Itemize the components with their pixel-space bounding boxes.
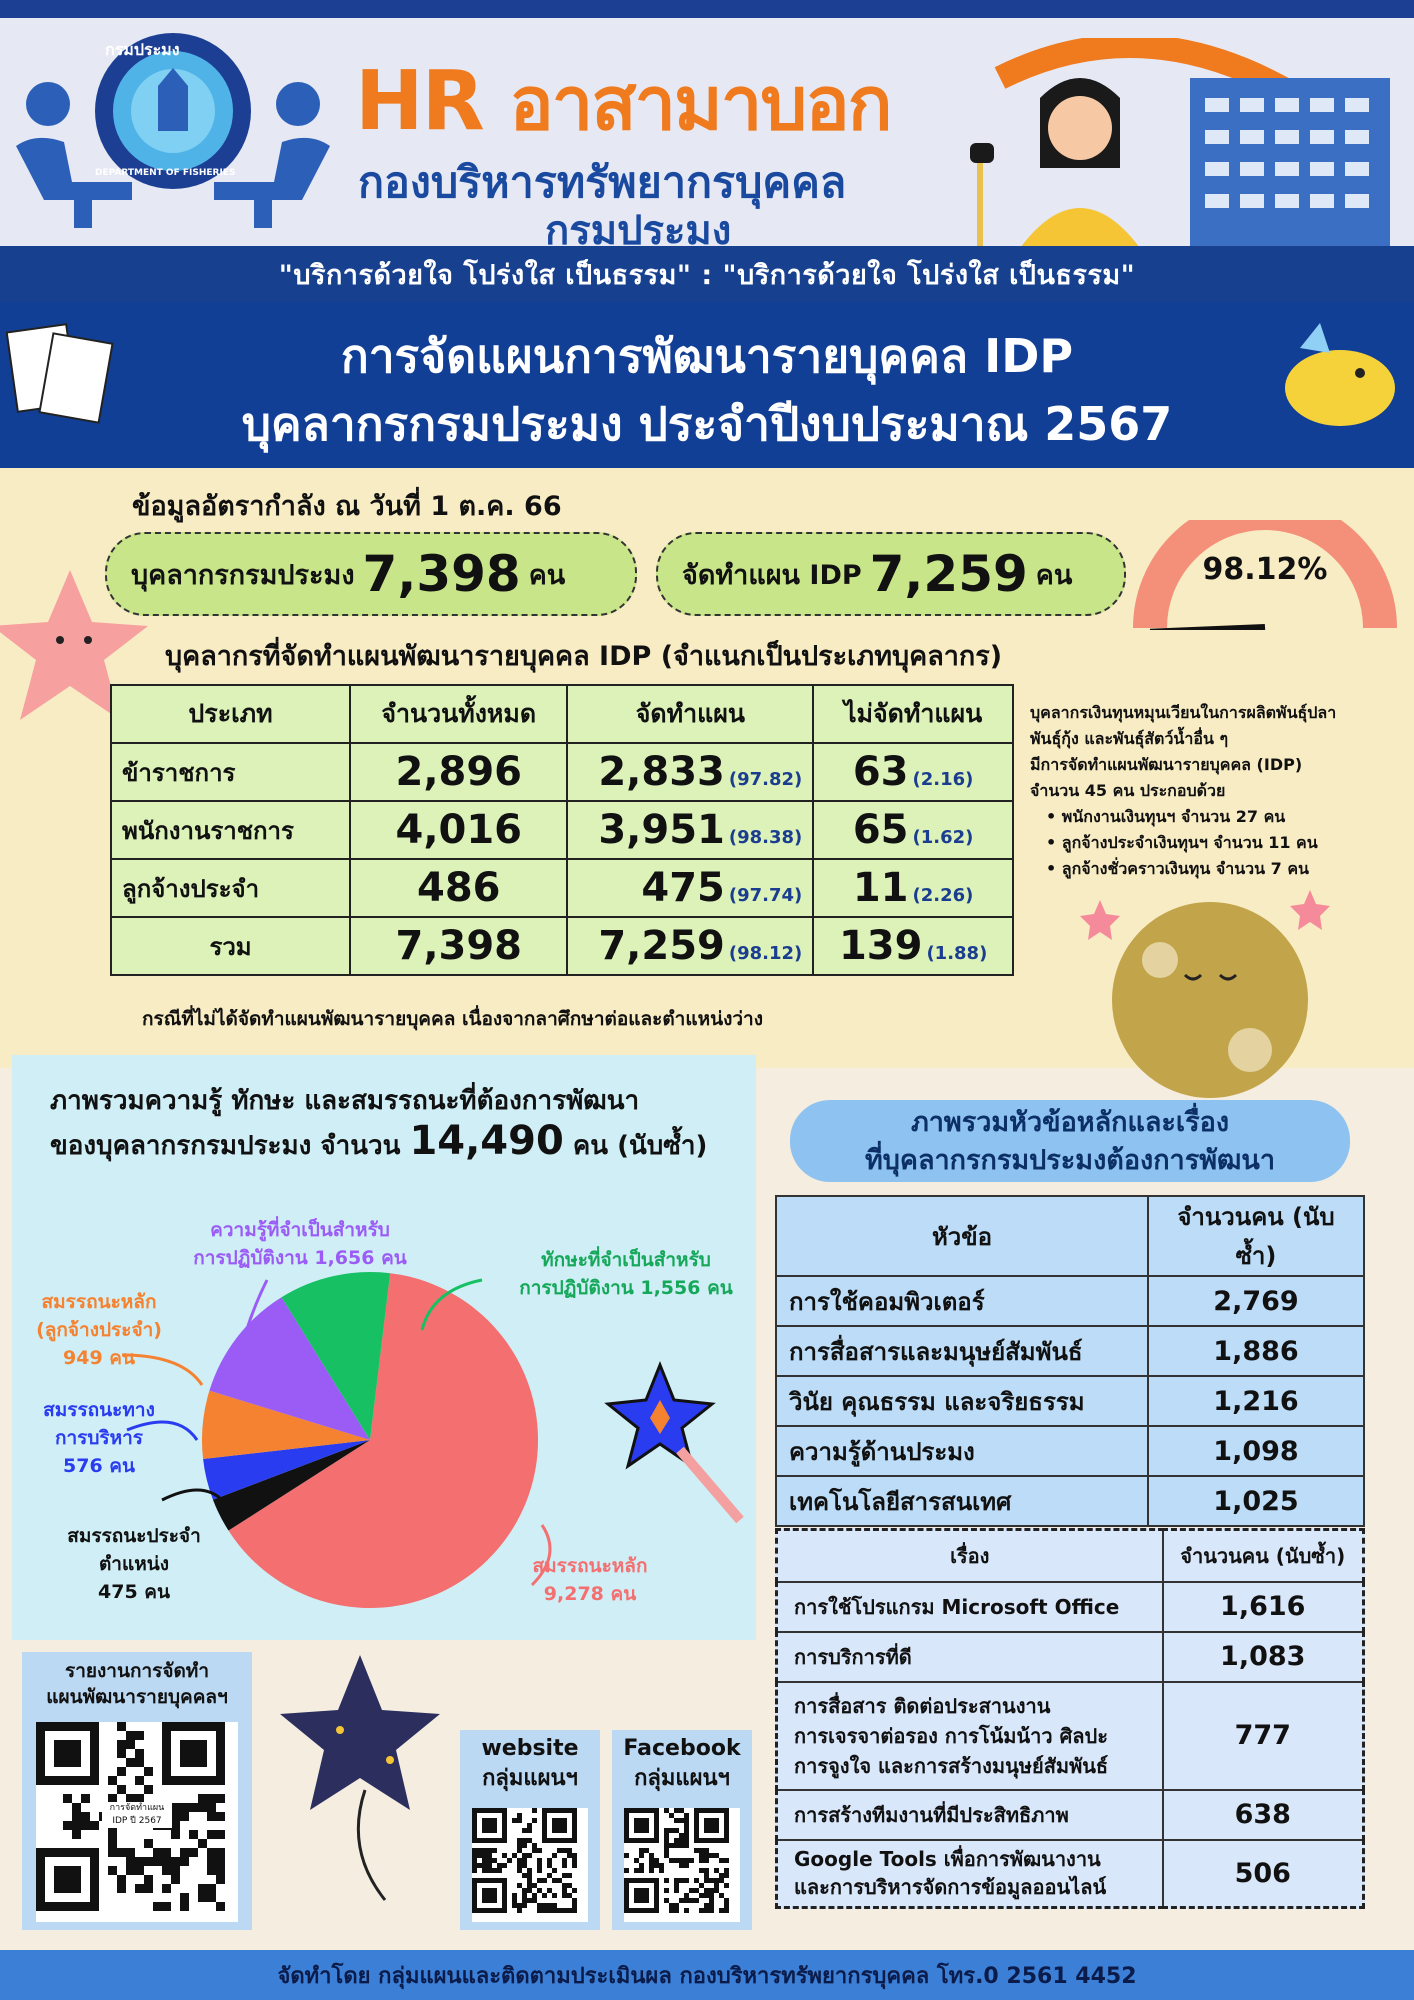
presenter-illustration xyxy=(940,38,1414,246)
pie-total-value: 14,490 xyxy=(409,1118,564,1164)
row-not: 139 xyxy=(838,923,923,969)
row-type: ข้าราชการ xyxy=(111,743,350,801)
pie-title-line1: ภาพรวมความรู้ ทักษะ และสมรรถนะที่ต้องการพัฒนา xyxy=(50,1086,640,1116)
pie-title-line2: ของบุคลากรกรมประมง จำนวน 14,490 คน (นับซ้ำ) xyxy=(50,1118,708,1164)
table-row xyxy=(776,1376,1364,1426)
website-qr-box xyxy=(460,1730,600,1930)
col-not-done: ไม่จัดทำแผน xyxy=(813,685,1013,743)
slogan-bar: "บริการด้วยใจ โปร่งใส เป็นธรรม" : "บริการด้วยใจ โปร่งใส เป็นธรรม" xyxy=(0,246,1414,302)
subject-name: การสร้างทีมงานที่มีประสิทธิภาพ xyxy=(777,1790,1163,1840)
row-done: 475 xyxy=(641,865,725,911)
topic-count: 1,098 xyxy=(1148,1426,1364,1476)
subject-count: 1,083 xyxy=(1163,1632,1364,1682)
revolving-fund-note xyxy=(1030,700,1410,882)
subject-count: 1,616 xyxy=(1163,1582,1364,1632)
subject-count: 777 xyxy=(1163,1682,1364,1790)
col-topic-count: จำนวนคน (นับซ้ำ) xyxy=(1148,1196,1364,1276)
idp-unit: คน xyxy=(1035,559,1073,591)
idp-label: จัดทำแผน IDP xyxy=(682,559,862,591)
data-date-label: ข้อมูลอัตรากำลัง ณ วันที่ 1 ต.ค. 66 xyxy=(132,491,562,522)
staff-label: บุคลากรกรมประมง xyxy=(131,559,355,591)
row-done: 3,951 xyxy=(598,807,725,853)
col-total: จำนวนทั้งหมด xyxy=(350,685,567,743)
facebook-qr-box xyxy=(612,1730,752,1930)
topics-header: ภาพรวมหัวข้อหลักและเรื่อง ที่บุคลากรกรมประมงต้องการพัฒนา xyxy=(790,1100,1350,1182)
note-line: พันธุ์กุ้ง และพันธุ์สัตว์น้ำอื่น ๆ xyxy=(1030,729,1229,748)
row-done: 2,833 xyxy=(598,749,725,795)
list-item: • ลูกจ้างประจำเงินทุนฯ จำนวน 11 คน xyxy=(1046,833,1318,852)
table-row xyxy=(776,1326,1364,1376)
qr-pattern-icon xyxy=(472,1808,588,1922)
col-type: ประเภท xyxy=(111,685,350,743)
row-total: 2,896 xyxy=(395,749,523,795)
report-qr-box xyxy=(22,1652,252,1930)
table-row xyxy=(776,1476,1364,1526)
row-not-pct: (1.62) xyxy=(912,827,974,848)
col-subject-count: จำนวนคน (นับซ้ำ) xyxy=(1163,1530,1364,1582)
table-row xyxy=(777,1632,1364,1682)
label-management: สมรรถนะทาง การบริหาร 576 คน xyxy=(43,1399,155,1477)
subject-name: การบริการที่ดี xyxy=(777,1632,1163,1682)
col-subject: เรื่อง xyxy=(777,1530,1163,1582)
topics-table xyxy=(775,1195,1365,1527)
top-bar xyxy=(0,0,1414,18)
hr-mark: HR อาสามาบอก xyxy=(355,54,891,149)
facebook-label-2: กลุ่มแผนฯ xyxy=(634,1766,730,1791)
star-balloon-icon xyxy=(270,1650,460,1910)
table-row xyxy=(777,1790,1364,1840)
table-row xyxy=(777,1682,1364,1790)
page-title-line2: บุคลากรกรมประมง ประจำปีงบประมาณ 2567 xyxy=(241,397,1173,451)
row-not-pct: (2.26) xyxy=(912,885,974,906)
website-label-2: กลุ่มแผนฯ xyxy=(482,1766,578,1791)
facebook-label-1: Facebook xyxy=(623,1736,741,1761)
qr-pattern-icon xyxy=(624,1808,740,1922)
gauge-needle xyxy=(1150,622,1266,630)
table-row xyxy=(776,1426,1364,1476)
department-name: กรมประมง xyxy=(545,208,732,246)
table-row xyxy=(777,1840,1364,1908)
row-total: 486 xyxy=(417,865,501,911)
row-type: พนักงานราชการ xyxy=(111,801,350,859)
website-qr-code[interactable] xyxy=(472,1808,588,1922)
idp-value: 7,259 xyxy=(869,545,1028,603)
col-topic: หัวข้อ xyxy=(776,1196,1148,1276)
row-type: รวม xyxy=(111,917,350,975)
subject-name: การใช้โปรแกรม Microsoft Office xyxy=(777,1582,1163,1632)
topic-count: 1,216 xyxy=(1148,1376,1364,1426)
staff-value: 7,398 xyxy=(362,545,521,603)
subject-count: 638 xyxy=(1163,1790,1364,1840)
gauge-percent: 98.12% xyxy=(1202,552,1328,587)
subjects-table xyxy=(775,1528,1365,1909)
qr-inner-label-2: IDP ปี 2567 xyxy=(112,1816,162,1826)
type-table-footnote: กรณีที่ไม่ได้จัดทำแผนพัฒนารายบุคคล เนื่องจากลาศึกษาต่อและตำแหน่งว่าง xyxy=(142,1008,764,1030)
facebook-qr-code[interactable] xyxy=(624,1808,740,1922)
row-not: 63 xyxy=(852,749,909,795)
division-name: กองบริหารทรัพยากรบุคคล xyxy=(358,158,847,208)
staff-unit: คน xyxy=(528,559,566,591)
row-done-pct: (97.82) xyxy=(728,769,803,790)
note-line: มีการจัดทำแผนพัฒนารายบุคคล (IDP) xyxy=(1030,755,1303,774)
header-banner xyxy=(0,18,1414,246)
report-qr-code[interactable] xyxy=(36,1722,238,1922)
label-position: สมรรถนะประจำ ตำแหน่ง 475 คน xyxy=(67,1525,201,1603)
subject-name: การสื่อสาร ติดต่อประสานงาน การเจรจาต่อรอง การโน้มน้าว ศิลปะ การจูงใจ และการสร้างมนุษย์สัมพันธ์ xyxy=(777,1682,1163,1790)
note-line: จำนวน 45 คน ประกอบด้วย xyxy=(1030,781,1226,800)
moon-character-icon xyxy=(1080,880,1380,1110)
row-done-pct: (98.38) xyxy=(728,827,803,848)
row-type: ลูกจ้างประจำ xyxy=(111,859,350,917)
list-item: • พนักงานเงินทุนฯ จำนวน 27 คน xyxy=(1046,807,1286,826)
topic-name: การใช้คอมพิวเตอร์ xyxy=(776,1276,1148,1326)
label-core: สมรรถนะหลัก 9,278 คน xyxy=(532,1555,648,1605)
table-row xyxy=(111,743,1013,801)
type-table xyxy=(110,684,1014,976)
subject-name: Google Tools เพื่อการพัฒนางาน และการบริหารจัดการข้อมูลออนไลน์ xyxy=(777,1840,1163,1908)
table-row xyxy=(776,1276,1364,1326)
report-qr-title-2: แผนพัฒนารายบุคคลฯ xyxy=(46,1686,228,1708)
note-line: บุคลากรเงินทุนหมุนเวียนในการผลิตพันธุ์ปลา xyxy=(1030,703,1337,722)
col-done: จัดทำแผน xyxy=(567,685,813,743)
topic-count: 1,886 xyxy=(1148,1326,1364,1376)
report-qr-title-1: รายงานการจัดทำ xyxy=(65,1660,209,1682)
row-not: 65 xyxy=(852,807,909,853)
label-core-employee: สมรรถนะหลัก (ลูกจ้างประจำ) 949 คน xyxy=(36,1291,162,1369)
row-not-pct: (1.88) xyxy=(926,943,988,964)
footer: จัดทำโดย กลุ่มแผนและติดตามประเมินผล กองบริหารทรัพยากรบุคคล โทร.0 2561 4452 xyxy=(0,1950,1414,2000)
type-table-header-row xyxy=(111,685,1013,743)
logo-text-bottom: DEPARTMENT OF FISHERIES xyxy=(95,168,236,178)
topic-name: เทคโนโลยีสารสนเทศ xyxy=(776,1476,1148,1526)
topic-count: 1,025 xyxy=(1148,1476,1364,1526)
idp-total-pill xyxy=(656,532,1126,616)
row-done-pct: (98.12) xyxy=(728,943,803,964)
subject-count: 506 xyxy=(1163,1840,1364,1908)
staff-total-pill xyxy=(105,532,637,616)
row-not-pct: (2.16) xyxy=(912,769,974,790)
star-wand-icon xyxy=(600,1360,760,1560)
row-done-pct: (97.74) xyxy=(728,885,803,906)
logo-text-top: กรมประมง xyxy=(105,40,180,59)
label-knowledge: ความรู้ที่จำเป็นสำหรับ การปฏิบัติงาน 1,656 คน xyxy=(193,1219,407,1269)
row-done: 7,259 xyxy=(598,923,725,969)
list-item: • ลูกจ้างชั่วคราวเงินทุน จำนวน 7 คน xyxy=(1046,859,1309,878)
row-total: 7,398 xyxy=(395,923,523,969)
row-total: 4,016 xyxy=(395,807,523,853)
table-row xyxy=(777,1582,1364,1632)
table-row xyxy=(111,859,1013,917)
topic-name: วินัย คุณธรรม และจริยธรรม xyxy=(776,1376,1148,1426)
type-table-heading: บุคลากรที่จัดทำแผนพัฒนารายบุคคล IDP (จำแนกเป็นประเภทบุคลากร) xyxy=(165,641,1003,672)
label-skill: ทักษะที่จำเป็นสำหรับ การปฏิบัติงาน 1,556 คน xyxy=(519,1249,733,1299)
topic-count: 2,769 xyxy=(1148,1276,1364,1326)
topic-name: ความรู้ด้านประมง xyxy=(776,1426,1148,1476)
table-row-total xyxy=(111,917,1013,975)
page-title-line1: การจัดแผนการพัฒนารายบุคคล IDP xyxy=(340,329,1074,383)
topic-name: การสื่อสารและมนุษย์สัมพันธ์ xyxy=(776,1326,1148,1376)
website-label-1: website xyxy=(481,1736,579,1761)
qr-inner-label-1: การจัดทำแผน xyxy=(109,1803,165,1813)
row-not: 11 xyxy=(852,865,909,911)
table-row xyxy=(111,801,1013,859)
